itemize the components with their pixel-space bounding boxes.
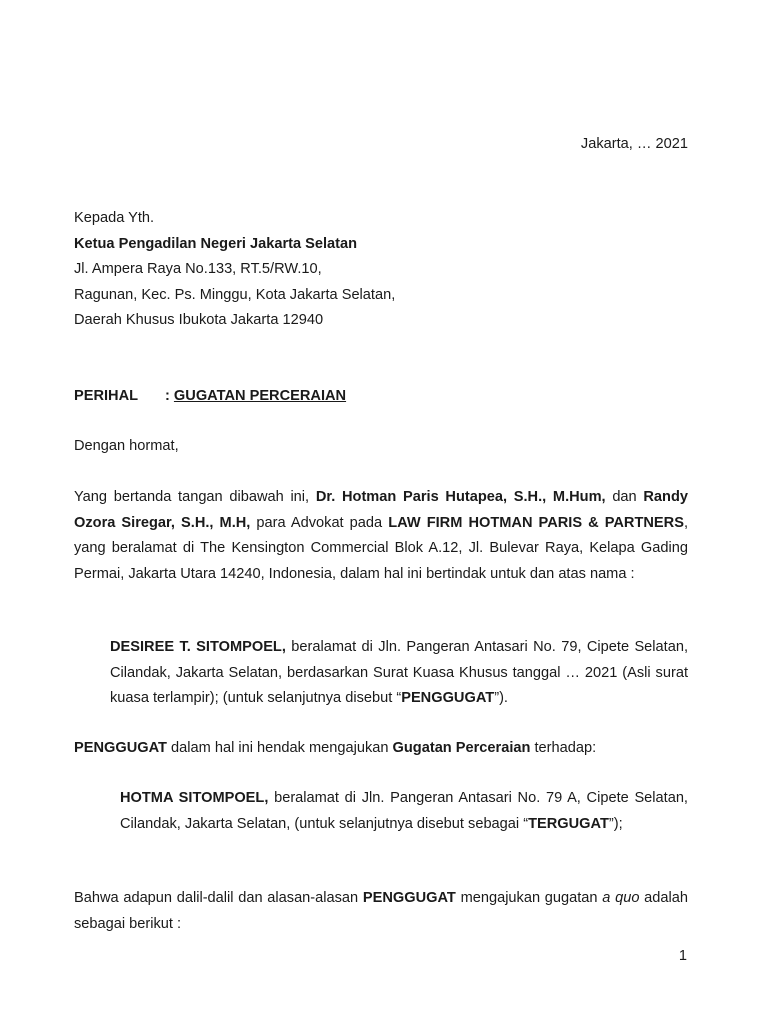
addressee-line-1: Jl. Ampera Raya No.133, RT.5/RW.10,: [74, 261, 322, 277]
defendant-paragraph: [120, 786, 688, 837]
intro-text-1: Yang bertanda tangan dibawah ini,: [74, 489, 316, 505]
page-number: 1: [678, 948, 687, 964]
addressee-salutation: Kepada Yth.: [74, 210, 155, 226]
addressee-line-2: Ragunan, Kec. Ps. Minggu, Kota Jakarta Selatan,: [74, 286, 396, 303]
perihal-value: GUGATAN PERCERAIAN: [173, 388, 347, 404]
intro-paragraph: [74, 485, 688, 587]
letter-date: Jakarta, … 2021: [580, 136, 688, 152]
addressee-name: Ketua Pengadilan Negeri Jakarta Selatan: [74, 235, 358, 252]
law-firm-name: LAW FIRM HOTMAN PARIS & PARTNERS: [388, 514, 684, 531]
plaintiff-text-2: ”).: [494, 690, 508, 706]
closing-paragraph: [74, 886, 688, 937]
lawyer-name-2: Randy Ozora Siregar, S.H., M.H,: [74, 489, 688, 531]
defendant-term: TERGUGAT: [528, 815, 609, 832]
lawyer-name-1: Dr. Hotman Paris Hutapea, S.H., M.Hum,: [315, 489, 606, 505]
closing-text-1: Bahwa adapun dalil-dalil dan alasan-alasan: [74, 890, 363, 906]
addressee-line-3: Daerah Khusus Ibukota Jakarta 12940: [74, 312, 324, 328]
intro-text-2: dan: [605, 489, 644, 505]
defendant-text-1: beralamat di Jln. Pangeran Antasari No. 79 A, Cipete Selatan, Cilandak, Jakarta Selatan, (untuk selanjutnya disebut sebagai “: [120, 790, 688, 832]
statement-paragraph: [74, 736, 688, 762]
statement-text-2: terhadap:: [530, 740, 597, 756]
intro-text-4: , yang beralamat di The Kensington Commercial Blok A.12, Jl. Bulevar Raya, Kelapa Gading Permai, Jakarta Utara 14240, Indonesia, dalam hal ini bertindak untuk dan atas nama :: [74, 514, 688, 582]
plaintiff-text-1: beralamat di Jln. Pangeran Antasari No. 79, Cipete Selatan, Cilandak, Jakarta Selatan, berdasarkan Surat Kuasa Khusus tanggal … 2021 (Asli surat kuasa terlampir); (untuk selanjutnya disebut “: [110, 639, 688, 706]
greeting: Dengan hormat,: [74, 438, 179, 454]
closing-text-3: adalah sebagai berikut :: [74, 890, 688, 932]
plaintiff-name: DESIREE T. SITOMPOEL,: [110, 639, 286, 655]
intro-text-3: para Advokat pada: [250, 514, 389, 531]
closing-text-2: mengajukan gugatan: [455, 890, 603, 906]
addressee-block: [74, 206, 688, 334]
closing-italic: a quo: [602, 890, 640, 906]
closing-term: PENGGUGAT: [362, 890, 456, 906]
statement-term: PENGGUGAT: [74, 740, 167, 756]
defendant-name: HOTMA SITOMPOEL,: [120, 790, 269, 806]
defendant-text-2: ”);: [608, 815, 623, 832]
perihal-colon: :: [165, 388, 174, 404]
statement-text-1: dalam hal ini hendak mengajukan: [166, 740, 393, 756]
plaintiff-paragraph: [110, 635, 688, 712]
perihal-label: PERIHAL: [74, 388, 139, 404]
perihal-line: [74, 384, 688, 410]
case-type: Gugatan Perceraian: [392, 740, 531, 756]
plaintiff-term: PENGGUGAT: [401, 690, 495, 706]
